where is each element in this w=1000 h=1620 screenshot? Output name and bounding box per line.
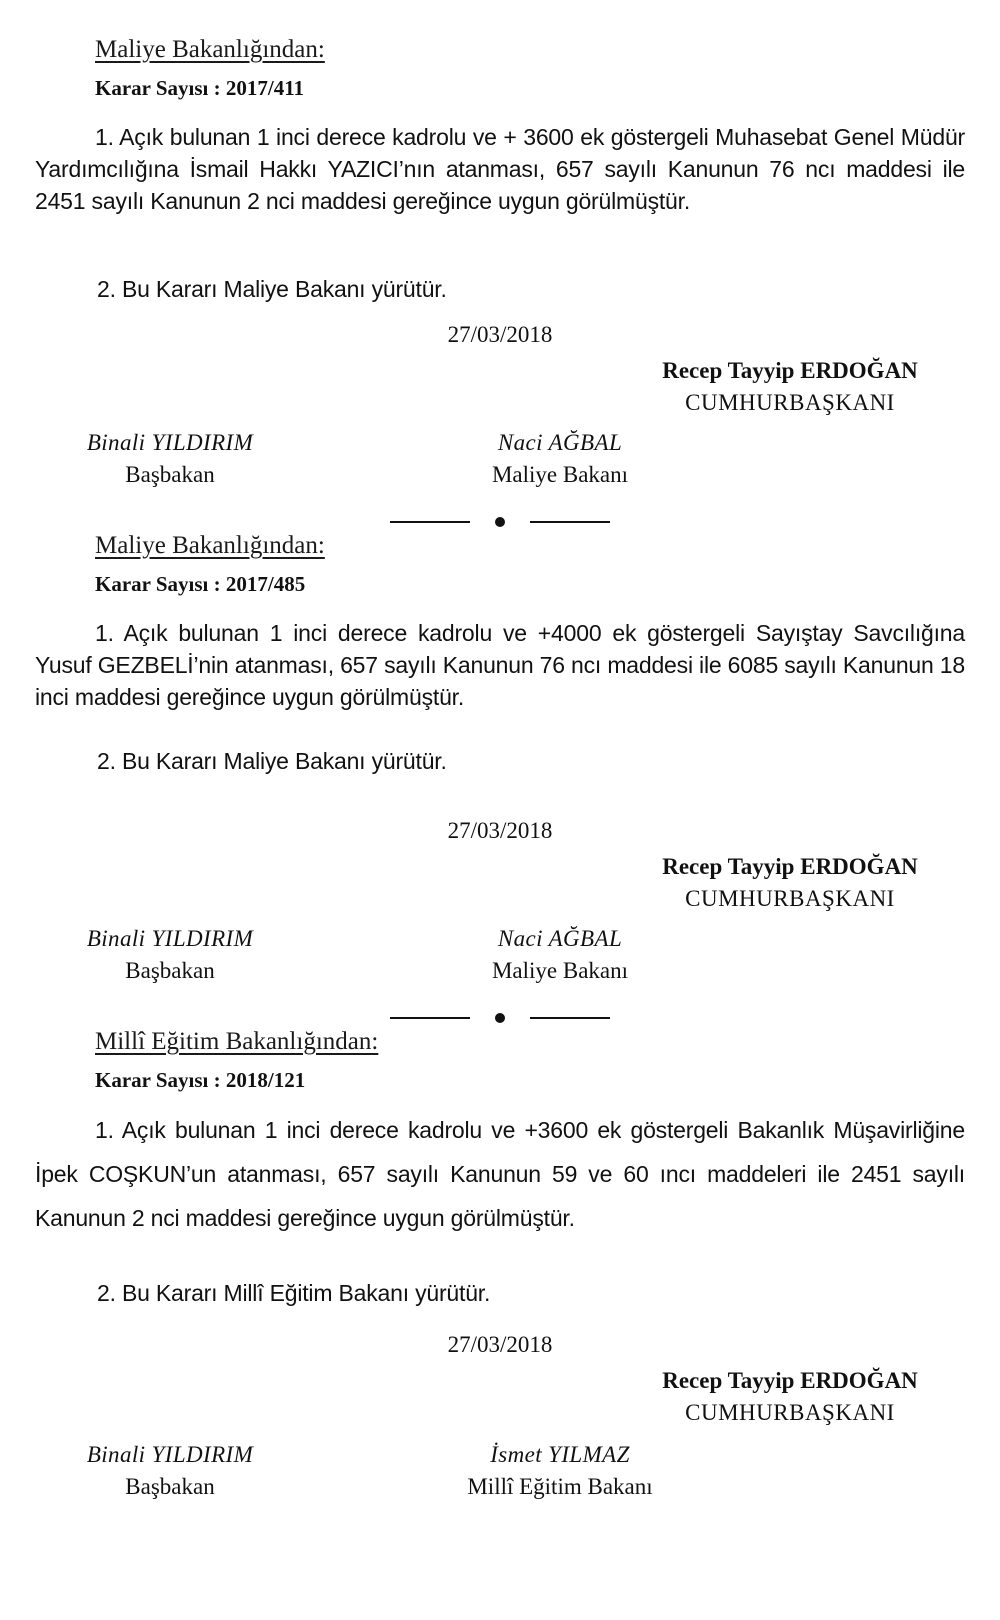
decision-paragraph-1: 1. Açık bulunan 1 inci derece kadrolu ve +3600 ek göstergeli Bakanlık Müşavirliğine İpek COŞKUN’un atanması, 657 sayılı Kanunun 59 ve 60 ıncı maddeleri ile 2451 sayılı Kanunun 2 nci maddesi gereğince uygun görülmüştür. xyxy=(35,1117,965,1231)
president-title: CUMHURBAŞKANI xyxy=(685,1400,895,1425)
signatory-right-title: Maliye Bakanı xyxy=(491,462,629,487)
signatory-left-title: Başbakan xyxy=(125,1474,215,1499)
decision-number: Karar Sayısı : 2017/411 xyxy=(95,76,305,100)
decision-paragraph-2: 2. Bu Kararı Maliye Bakanı yürütür. xyxy=(97,276,447,302)
signatory-right xyxy=(430,926,690,984)
president-name: Recep Tayyip ERDOĞAN xyxy=(662,358,918,383)
decision-number: Karar Sayısı : 2018/121 xyxy=(95,1068,306,1092)
signatory-left xyxy=(40,926,300,984)
signatory-right-name: Naci AĞBAL xyxy=(497,430,623,455)
signatory-left xyxy=(40,1442,300,1500)
decision-paragraph-2: 2. Bu Kararı Maliye Bakanı yürütür. xyxy=(97,748,447,774)
president-signature xyxy=(640,854,940,912)
ministry-heading: Millî Eğitim Bakanlığından: xyxy=(95,1028,379,1055)
decision-date: 27/03/2018 xyxy=(447,322,553,347)
decision-paragraph-1: 1. Açık bulunan 1 inci derece kadrolu ve +4000 ek göstergeli Sayıştay Savcılığına Yusuf GEZBELİ’nin atanması, 657 sayılı Kanunun 76 ncı maddesi ile 6085 sayılı Kanunun 18 inci maddesi gereğince uygun görülmüştür. xyxy=(35,620,965,710)
decision-date: 27/03/2018 xyxy=(447,818,553,843)
decision-paragraph-1: 1. Açık bulunan 1 inci derece kadrolu ve + 3600 ek göstergeli Muhasebat Genel Müdür Yardımcılığına İsmail Hakkı YAZICI’nın atanması, 657 sayılı Kanunun 76 ncı maddesi ile 2451 sayılı Kanunun 2 nci maddesi gereğince uygun görülmüştür. xyxy=(35,124,965,214)
decision-number: Karar Sayısı : 2017/485 xyxy=(95,572,306,596)
signatory-left-name: Binali YILDIRIM xyxy=(86,430,254,455)
ministry-heading: Maliye Bakanlığından: xyxy=(95,36,325,63)
president-signature xyxy=(640,1368,940,1426)
president-title: CUMHURBAŞKANI xyxy=(685,886,895,911)
decision-date: 27/03/2018 xyxy=(447,1332,553,1357)
president-name: Recep Tayyip ERDOĞAN xyxy=(662,854,918,879)
signatory-left-title: Başbakan xyxy=(125,958,215,983)
decision-block xyxy=(0,0,1000,500)
signatory-right-title: Millî Eğitim Bakanı xyxy=(467,1474,653,1499)
signatory-left-name: Binali YILDIRIM xyxy=(86,1442,254,1467)
signatory-left-name: Binali YILDIRIM xyxy=(86,926,254,951)
decision-paragraph-2: 2. Bu Kararı Millî Eğitim Bakanı yürütür. xyxy=(97,1280,491,1306)
signatory-right-name: Naci AĞBAL xyxy=(497,926,623,951)
signatory-right xyxy=(430,1442,690,1500)
signatory-left xyxy=(40,430,300,488)
president-title: CUMHURBAŞKANI xyxy=(685,390,895,415)
president-name: Recep Tayyip ERDOĞAN xyxy=(662,1368,918,1393)
ministry-heading: Maliye Bakanlığından: xyxy=(95,532,325,559)
signatory-right-name: İsmet YILMAZ xyxy=(490,1442,630,1467)
signatory-left-title: Başbakan xyxy=(125,462,215,487)
signatory-right xyxy=(430,430,690,488)
president-signature xyxy=(640,358,940,416)
signatory-right-title: Maliye Bakanı xyxy=(491,958,629,983)
decision-block xyxy=(0,496,1000,996)
decision-block xyxy=(0,992,1000,1612)
